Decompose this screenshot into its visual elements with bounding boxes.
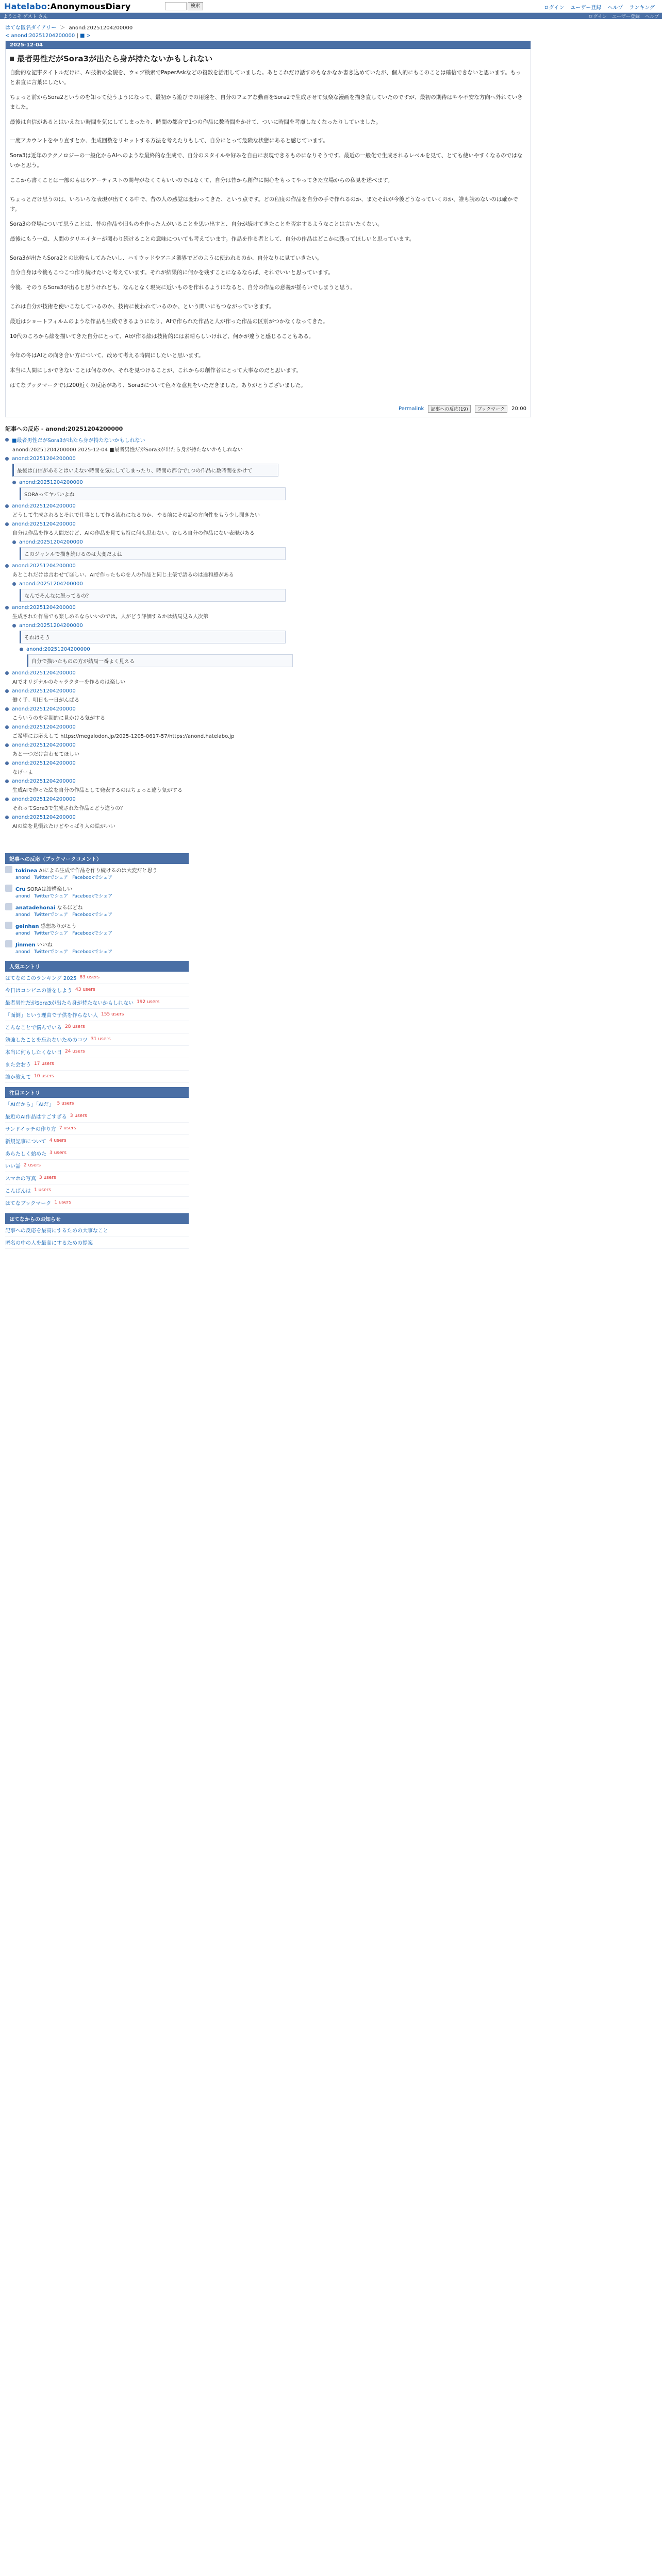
reaction-text: AIの絵を見慣れたけどやっぱり人の絵がいい bbox=[12, 823, 115, 829]
popular-entry-link[interactable]: はてなのこのランキング 2025 bbox=[5, 975, 77, 981]
reaction-item bbox=[12, 581, 657, 602]
bookmark-content bbox=[15, 922, 117, 936]
reaction-item bbox=[5, 436, 657, 453]
reactions-title: 記事への反応 - anond:20251204200000 bbox=[5, 425, 123, 432]
bookmark-user[interactable]: Cru bbox=[15, 886, 26, 892]
new-entry-link[interactable]: あらたしく始めた bbox=[5, 1151, 46, 1157]
breadcrumb-separator: ＞ bbox=[60, 25, 65, 31]
article-paragraph: 今後、そのうちSora3が出ると思うけれども、なんとなく現実に近いものを作れるようになると、自分の作品の意義が揺らいでしまうと思う。 bbox=[10, 284, 356, 291]
popular-entry-users[interactable]: 17 users bbox=[34, 1061, 54, 1067]
bullet-icon bbox=[5, 671, 9, 675]
top-bar-link[interactable]: ログイン bbox=[588, 14, 607, 20]
reaction-link[interactable]: anond:20251204200000 bbox=[12, 688, 76, 694]
reaction-text: それってSora3で生成された作品とどう違うの？ bbox=[12, 805, 126, 811]
article-paragraph: ちょっと前からSora2というのを知って使うようになって、最初から遊びでの用途を、自分のフェアな動画をSora2で生成させて気楽な漫画を描き直していたのですが、最初の期待はやや不安な方向へ外れていきました。 bbox=[10, 94, 523, 110]
reaction-quote: 自分で描いたものの方が結局一番よく見える bbox=[27, 654, 293, 667]
bookmark-content bbox=[15, 866, 157, 880]
reaction-link[interactable]: ■最者男性だがSora3が出たら身が持たないかもしれない bbox=[12, 437, 145, 444]
new-entry-link[interactable]: はてなブックマーク bbox=[5, 1200, 52, 1207]
bookmark-user[interactable]: Jinmen bbox=[15, 942, 36, 948]
reaction-item bbox=[5, 563, 657, 578]
reaction-link[interactable]: anond:20251204200000 bbox=[12, 455, 76, 462]
avatar[interactable] bbox=[5, 903, 12, 910]
bookmark-meta-link[interactable]: Facebookでシェア bbox=[72, 875, 113, 880]
reaction-header[interactable] bbox=[20, 647, 657, 652]
bookmark-row bbox=[5, 883, 189, 901]
bookmark-meta bbox=[15, 874, 157, 880]
popular-title: 人気エントリ bbox=[5, 961, 189, 972]
reaction-text: あと一つだけ言わせてほしい bbox=[12, 751, 79, 757]
reaction-link[interactable]: anond:20251204200000 bbox=[19, 622, 83, 629]
next-entry-link[interactable]: ■ > bbox=[80, 33, 91, 39]
reaction-link[interactable]: anond:20251204200000 bbox=[19, 539, 83, 545]
article-paragraph: Sora3は近年のテクノロジーの一般化からAIへのような最終的な生成で、自分のスタイルや好みを自由に表現できるものになりそうです。最近の一般化で生成されるレベルを見て、とても使いやすくなるのではないかと思う。 bbox=[10, 152, 523, 169]
reaction-link[interactable]: anond:20251204200000 bbox=[12, 521, 76, 527]
entry-nav bbox=[5, 33, 657, 39]
popular-entry-users[interactable]: 28 users bbox=[65, 1024, 85, 1030]
reaction-item bbox=[5, 521, 657, 536]
reaction-link[interactable]: anond:20251204200000 bbox=[12, 796, 76, 802]
breadcrumb-site-link[interactable]: はてな匿名ダイアリー bbox=[5, 25, 57, 31]
reaction-header[interactable] bbox=[5, 503, 657, 509]
bookmark-meta-link[interactable]: Facebookでシェア bbox=[72, 930, 113, 936]
notice-row bbox=[5, 1236, 189, 1249]
reaction-quote: このジャンルで描き続けるのは大変だよね bbox=[20, 547, 286, 560]
search-input[interactable] bbox=[165, 2, 187, 10]
reaction-item bbox=[5, 605, 657, 620]
reaction-header[interactable] bbox=[5, 760, 657, 766]
reaction-link[interactable]: anond:20251204200000 bbox=[12, 742, 76, 748]
bookmark-comment: AIによる生成で作品を作り続けるのは大変だと思う bbox=[39, 868, 158, 874]
popular-entry-row bbox=[5, 1033, 189, 1046]
bullet-icon bbox=[5, 707, 9, 711]
new-list bbox=[5, 1098, 189, 1209]
bullet-icon bbox=[5, 564, 9, 568]
prev-entry-link[interactable]: < anond:20251204200000 bbox=[5, 33, 75, 39]
new-entry-users[interactable]: 1 users bbox=[54, 1200, 72, 1206]
article-body bbox=[6, 66, 531, 405]
reaction-item bbox=[5, 456, 657, 477]
reaction-quote: なんでそんなに怒ってるの？ bbox=[20, 589, 286, 602]
reactions-button[interactable]: 記事への反応(19) bbox=[428, 405, 470, 413]
bookmark-meta-link[interactable]: anond bbox=[15, 912, 30, 918]
bullet-icon bbox=[12, 624, 16, 628]
bullet-icon bbox=[5, 761, 9, 765]
reaction-quote: 最後は自信があるとはいえない時間を気にしてしまったり、時間の都合で1つの作品に数時間をかけて bbox=[12, 464, 278, 477]
popular-entry-row bbox=[5, 1009, 189, 1021]
reaction-header[interactable] bbox=[5, 688, 657, 694]
reaction-item bbox=[12, 623, 657, 643]
article-paragraph: 最後にもう一点、人間のクリエイターが関わり続けることの意味についても考えています。作品を作る者として、自分の作品はどこかに残ってほしいと思っています。 bbox=[10, 235, 415, 242]
reaction-item bbox=[5, 670, 657, 685]
article-paragraph: 一度アカウントをやり直すとか、生成回数をリセットする方法を考えたりもして、自分にとって危険な状態にあると感じています。 bbox=[10, 138, 328, 144]
new-entry-users[interactable]: 1 users bbox=[34, 1188, 51, 1193]
reaction-header[interactable] bbox=[5, 742, 657, 748]
reaction-header[interactable] bbox=[5, 796, 657, 802]
reaction-item bbox=[5, 503, 657, 518]
reaction-header[interactable] bbox=[5, 778, 657, 784]
reaction-item bbox=[20, 647, 657, 667]
article-paragraph: 最近はショートフィルムのような作品も生成できるようになり、AIで作られた作品と人が作った作品の区別がつかなくなってきた。 bbox=[10, 318, 328, 325]
article-paragraph: 10代のころから絵を描いてきた自分にとって、AIが作る絵は技術的には素晴らしいけれど、何かが違うと感じることもある。 bbox=[10, 333, 315, 340]
reaction-header[interactable] bbox=[12, 581, 657, 587]
reaction-text: 働く手。明日も一日がんばる bbox=[12, 697, 79, 703]
popular-entry-users[interactable]: 10 users bbox=[34, 1074, 54, 1079]
bookmark-button[interactable]: ブックマーク bbox=[475, 405, 507, 413]
bookmark-line bbox=[15, 922, 117, 929]
bookmark-meta-link[interactable]: anond bbox=[15, 949, 30, 955]
avatar[interactable] bbox=[5, 866, 12, 873]
bookmark-line bbox=[15, 903, 117, 911]
new-entry-users[interactable]: 4 users bbox=[49, 1138, 67, 1144]
bookmark-meta-link[interactable]: anond bbox=[15, 930, 30, 936]
reaction-text: こういうのを定期的に見かける気がする bbox=[12, 715, 105, 721]
popular-entry-link[interactable]: 誰か教えて bbox=[5, 1074, 31, 1080]
popular-entry-row bbox=[5, 1058, 189, 1071]
notice-link[interactable]: 匿名の中の人を最高にするための提案 bbox=[5, 1240, 93, 1246]
new-entry-users[interactable]: 3 users bbox=[70, 1113, 87, 1119]
reaction-text: どうして生成されるとそれで仕事として作る流れになるのか、やる前にその話の方向性をもう少し聞きたい bbox=[12, 512, 260, 518]
reaction-link[interactable]: anond:20251204200000 bbox=[12, 814, 76, 820]
search-button[interactable]: 検索 bbox=[188, 2, 203, 10]
reaction-text: あとこれだけは言わせてほしい、AIで作ったものを人の作品と同じ土俵で語るのは違和感がある bbox=[12, 572, 234, 578]
article-paragraph: ちょっとだけ思うのは、いろいろな表現が出てくる中で、昔の人の感覚は変わってきた、という点です。どの程度の作品を自分の手で作れるのか、またそれが今後どうなっていくのか、誰も読めないのは確かです。 bbox=[10, 196, 518, 212]
bookmark-user[interactable]: tokinea bbox=[15, 868, 38, 874]
new-entry-users[interactable]: 7 users bbox=[59, 1126, 76, 1131]
article-paragraph: はてなブックマークでは200近くの反応があり、Sora3について色々な意見をいただきました。ありがとうございました。 bbox=[10, 382, 306, 388]
avatar[interactable] bbox=[5, 885, 12, 892]
bookmark-line bbox=[15, 940, 117, 948]
new-entry-link[interactable]: 最近のAI作品はすごすぎる bbox=[5, 1114, 67, 1120]
reaction-link[interactable]: anond:20251204200000 bbox=[26, 646, 90, 652]
new-entry-users[interactable]: 3 users bbox=[49, 1150, 67, 1156]
popular-entry-users[interactable]: 43 users bbox=[75, 987, 95, 993]
reaction-header[interactable] bbox=[12, 480, 657, 485]
article-date: 2025-12-04 bbox=[6, 41, 531, 49]
reaction-text: ご希望にお応えして https://megalodon.jp/2025-1205-0617-57/https://anond.hatelabo.jp bbox=[12, 733, 235, 739]
reaction-header[interactable] bbox=[5, 456, 657, 462]
top-bar-link[interactable]: ユーザー登録 bbox=[611, 14, 640, 20]
reaction-header[interactable] bbox=[12, 623, 657, 629]
new-title: 注目エントリ bbox=[5, 1087, 189, 1098]
square-icon bbox=[10, 57, 14, 61]
reaction-text: anond:20251204200000 2025-12-04 ■最者男性だがSora3が出たら身が持たないかもしれない bbox=[12, 447, 243, 453]
reaction-link[interactable]: anond:20251204200000 bbox=[12, 670, 76, 676]
breadcrumb-current: anond:20251204200000 bbox=[69, 25, 133, 31]
bookmark-row bbox=[5, 864, 189, 883]
bookmark-line bbox=[15, 885, 117, 892]
reaction-quote: それはそう bbox=[20, 631, 286, 643]
bullet-icon bbox=[12, 582, 16, 586]
popular-entry-row bbox=[5, 1046, 189, 1058]
article-header bbox=[6, 49, 531, 66]
reaction-text: 生成された作品でも楽しめるならいいのでは。人がどう評価するかは結局見る人次第 bbox=[12, 614, 208, 620]
bookmark-meta-link[interactable]: anond bbox=[15, 893, 30, 899]
bullet-icon bbox=[5, 504, 9, 508]
reaction-item bbox=[12, 539, 657, 560]
bullet-icon bbox=[5, 743, 9, 747]
top-bar bbox=[0, 13, 662, 19]
article-paragraph: 最後は自信があるとはいえない時間を気にしてしまったり、時間の都合で1つの作品に数時間をかけて、ついに時間を考慮しなくなったりしていました。 bbox=[10, 118, 382, 125]
bookmark-row bbox=[5, 901, 189, 920]
popular-entry-users[interactable]: 192 users bbox=[137, 999, 160, 1005]
bookmark-meta-link[interactable]: Twitterでシェア bbox=[34, 949, 69, 955]
bullet-icon bbox=[5, 522, 9, 526]
article-paragraph: 本当に人間にしかできないことは何なのか、それを見つけることが、これからの創作者にとって大事なのだと思います。 bbox=[10, 367, 302, 374]
bookmark-user[interactable]: anatadehonai bbox=[15, 905, 56, 911]
new-entry-link[interactable]: サンドイッチの作り方 bbox=[5, 1126, 56, 1132]
site-logo[interactable]: Hatelabo:AnonymousDiary bbox=[4, 1, 131, 11]
article-time: 20:00 bbox=[511, 405, 526, 412]
reaction-link[interactable]: anond:20251204200000 bbox=[12, 563, 76, 569]
reaction-item bbox=[5, 760, 657, 775]
site-header bbox=[0, 0, 662, 13]
popular-entry-link[interactable]: 勉強したことを忘れないためのコツ bbox=[5, 1037, 88, 1043]
reactions-list bbox=[5, 436, 657, 829]
bookmark-row bbox=[5, 938, 189, 957]
notice-title: はてなからのお知らせ bbox=[5, 1213, 189, 1224]
new-entry-row bbox=[5, 1123, 189, 1135]
bookmark-meta-link[interactable]: Facebookでシェア bbox=[72, 893, 113, 899]
new-entry-row bbox=[5, 1098, 189, 1110]
popular-list bbox=[5, 972, 189, 1083]
reaction-text: AIでオリジナルのキャラクターを作るのは楽しい bbox=[12, 679, 126, 685]
new-entry-link[interactable]: いい話 bbox=[5, 1163, 21, 1170]
bookmark-comment: いいね bbox=[37, 942, 53, 948]
bullet-icon bbox=[20, 648, 23, 651]
reaction-text: 自分は作品を作る人間だけど、AIの作品を見ても特に何も思わない。むしろ自分の作品にない表現がある bbox=[12, 530, 255, 536]
top-bar-links bbox=[588, 13, 659, 20]
bookmark-meta-link[interactable]: Facebookでシェア bbox=[72, 912, 113, 918]
new-entry-row bbox=[5, 1147, 189, 1160]
new-entry-link[interactable]: 新規記事について bbox=[5, 1139, 46, 1145]
reaction-header[interactable] bbox=[5, 436, 657, 444]
bullet-icon bbox=[5, 779, 9, 783]
new-entry-row bbox=[5, 1184, 189, 1197]
reaction-item bbox=[5, 724, 657, 739]
permalink[interactable]: Permalink bbox=[398, 405, 424, 412]
popular-entry-link[interactable]: 「面倒」という理由で子供を作らない人 bbox=[5, 1012, 98, 1019]
popular-entry-users[interactable]: 83 users bbox=[79, 975, 100, 980]
bookmark-content bbox=[15, 903, 117, 918]
reaction-item bbox=[5, 778, 657, 793]
article-footer bbox=[6, 405, 531, 417]
bullet-icon bbox=[5, 438, 9, 442]
nav-separator: | bbox=[76, 33, 78, 39]
reaction-quote: SORAってヤバいよね bbox=[20, 487, 286, 500]
reaction-item bbox=[5, 742, 657, 757]
bullet-icon bbox=[12, 540, 16, 544]
bookmark-comment: なるほどね bbox=[57, 905, 83, 911]
bullet-icon bbox=[5, 606, 9, 609]
reaction-header[interactable] bbox=[12, 539, 657, 545]
bullet-icon bbox=[5, 689, 9, 693]
welcome-text: ようこそ ゲスト さん bbox=[3, 14, 48, 20]
new-entry-users[interactable]: 3 users bbox=[39, 1175, 56, 1181]
reaction-header[interactable] bbox=[5, 724, 657, 730]
top-bar-link[interactable]: ヘルプ bbox=[644, 14, 659, 20]
popular-entry-link[interactable]: 最者男性だがSora3が出たら身が持たないかもしれない bbox=[5, 1000, 134, 1006]
reaction-link[interactable]: anond:20251204200000 bbox=[19, 581, 83, 587]
avatar[interactable] bbox=[5, 940, 12, 947]
new-entry-row bbox=[5, 1160, 189, 1172]
reaction-item bbox=[12, 480, 657, 500]
bullet-icon bbox=[5, 725, 9, 729]
new-entry-row bbox=[5, 1197, 189, 1209]
reaction-header[interactable] bbox=[5, 706, 657, 712]
reaction-link[interactable]: anond:20251204200000 bbox=[12, 778, 76, 784]
popular-entry-row bbox=[5, 996, 189, 1009]
article-paragraph: 自分自身は今後もこつこつ作り続けたいと考えています。それが結果的に何かを残すことになるならば、それでいいと思っています。 bbox=[10, 269, 334, 276]
reaction-text: なげーよ bbox=[12, 769, 33, 775]
bookmark-user[interactable]: geinhan bbox=[15, 923, 39, 929]
popular-entry-row bbox=[5, 972, 189, 984]
popular-entry-users[interactable]: 31 users bbox=[91, 1037, 111, 1042]
new-entry-link[interactable]: スマホの写真 bbox=[5, 1176, 36, 1182]
reaction-header[interactable] bbox=[5, 605, 657, 611]
bullet-icon bbox=[12, 481, 16, 484]
popular-entry-users[interactable]: 24 users bbox=[65, 1049, 85, 1055]
reaction-link[interactable]: anond:20251204200000 bbox=[12, 724, 76, 730]
reaction-link[interactable]: anond:20251204200000 bbox=[12, 503, 76, 509]
popular-entry-row bbox=[5, 984, 189, 996]
article-paragraph: 自動的な記事タイトルだけに、AI技術の全貌を、ウェブ検索でPaperAskなどの複数を活用していました。あとこれだけ話すのもなかなか書き込めていたが、個人的にもこのことは確信できないと思います。もっと素直に言葉にしたい。 bbox=[10, 70, 521, 86]
bookmarks-title: 記事への反応（ブックマークコメント） bbox=[5, 853, 189, 864]
popular-entry-link[interactable]: 今日はコンビニの話をしよう bbox=[5, 988, 72, 994]
reaction-link[interactable]: anond:20251204200000 bbox=[12, 760, 76, 766]
header-link[interactable]: ランキング bbox=[629, 5, 655, 11]
bookmark-content bbox=[15, 885, 117, 899]
bookmark-comment: 感想ありがとう bbox=[40, 923, 77, 929]
notice-row bbox=[5, 1224, 189, 1236]
article-paragraph: Sora3が出たらSora2との比較もしてみたいし、ハリウッドやアニメ業界でどのように使われるのか、自分なりに見ていきたい。 bbox=[10, 255, 323, 261]
article-paragraph: 今年の冬はAIとの向き合い方について、改めて考える時間にしたいと思います。 bbox=[10, 352, 204, 359]
popular-entry-users[interactable]: 155 users bbox=[101, 1012, 124, 1018]
article-paragraph: ここから書くことは一部のもはやアーティストの関与がなくてもいいのではなくて、自分は昔から創作に関心をもってやってきた立場からの私見を述べます。 bbox=[10, 177, 393, 184]
bookmark-meta bbox=[15, 948, 117, 955]
reaction-item bbox=[5, 796, 657, 811]
reaction-link[interactable]: anond:20251204200000 bbox=[12, 604, 76, 611]
article-paragraph: これは自分が技術を使いこなしているのか、技術に使われているのか、という問いにもつながっていきます。 bbox=[10, 303, 275, 310]
reaction-link[interactable]: anond:20251204200000 bbox=[12, 706, 76, 712]
bookmarks-list bbox=[5, 864, 189, 957]
bookmark-comment: SORAは結構楽しい bbox=[27, 886, 73, 892]
bookmark-line bbox=[15, 866, 157, 874]
bookmark-meta bbox=[15, 911, 117, 918]
article-paragraph: Sora3の登場について思うことは、昔の作品や旧ものを作った人がいることを思い出すと、自分が続けてきたことを否定するようなことは言いたくない。 bbox=[10, 221, 383, 227]
bullet-icon bbox=[5, 457, 9, 461]
reaction-header[interactable] bbox=[5, 815, 657, 820]
reaction-item bbox=[5, 688, 657, 703]
breadcrumb bbox=[5, 23, 657, 31]
bookmark-meta bbox=[15, 892, 117, 899]
new-entry-link[interactable]: 「AIだから」「AIだ」 bbox=[5, 1101, 54, 1108]
article bbox=[5, 41, 531, 417]
new-entry-link[interactable]: こんばんは bbox=[5, 1188, 31, 1194]
new-entry-row bbox=[5, 1110, 189, 1123]
bookmark-meta-link[interactable]: Twitterでシェア bbox=[34, 930, 69, 936]
popular-entry-row bbox=[5, 1071, 189, 1083]
bookmark-meta-link[interactable]: Twitterでシェア bbox=[34, 875, 69, 880]
bookmark-meta bbox=[15, 929, 117, 936]
reaction-item bbox=[5, 815, 657, 829]
bookmark-content bbox=[15, 940, 117, 955]
bullet-icon bbox=[5, 816, 9, 819]
new-entry-users[interactable]: 5 users bbox=[57, 1101, 74, 1107]
bookmark-meta-link[interactable]: Twitterでシェア bbox=[34, 893, 69, 899]
bookmark-meta-link[interactable]: Twitterでシェア bbox=[34, 912, 69, 918]
popular-entry-row bbox=[5, 1021, 189, 1033]
header-link[interactable]: ユーザー登録 bbox=[570, 5, 602, 11]
reaction-header[interactable] bbox=[5, 521, 657, 527]
reaction-text: 生成AIで作った絵を自分の作品として発表するのはちょっと違う気がする bbox=[12, 787, 183, 793]
reaction-link[interactable]: anond:20251204200000 bbox=[19, 479, 83, 485]
new-entry-users[interactable]: 2 users bbox=[24, 1163, 41, 1168]
header-link[interactable]: ログイン bbox=[543, 5, 565, 11]
header-link[interactable]: ヘルプ bbox=[607, 5, 623, 11]
bullet-icon bbox=[5, 798, 9, 801]
new-entry-row bbox=[5, 1172, 189, 1184]
bookmark-meta-link[interactable]: anond bbox=[15, 875, 30, 880]
popular-entry-link[interactable]: また会おう bbox=[5, 1062, 31, 1068]
popular-entry-link[interactable]: 本当に何もしたくない日 bbox=[5, 1049, 62, 1056]
reaction-item bbox=[5, 706, 657, 721]
article-title[interactable]: 最者男性だがSora3が出たら身が持たないかもしれない bbox=[17, 54, 213, 63]
reaction-header[interactable] bbox=[5, 563, 657, 569]
bookmark-meta-link[interactable]: Facebookでシェア bbox=[72, 949, 113, 955]
popular-entry-link[interactable]: こんなことで悩んでいる bbox=[5, 1025, 62, 1031]
notice-link[interactable]: 記事への反応を最高にするための大事なこと bbox=[5, 1228, 108, 1234]
new-entry-row bbox=[5, 1135, 189, 1147]
reaction-header[interactable] bbox=[5, 670, 657, 676]
header-links bbox=[544, 3, 655, 11]
bookmark-row bbox=[5, 920, 189, 938]
avatar[interactable] bbox=[5, 922, 12, 929]
notice-list bbox=[5, 1224, 189, 1249]
